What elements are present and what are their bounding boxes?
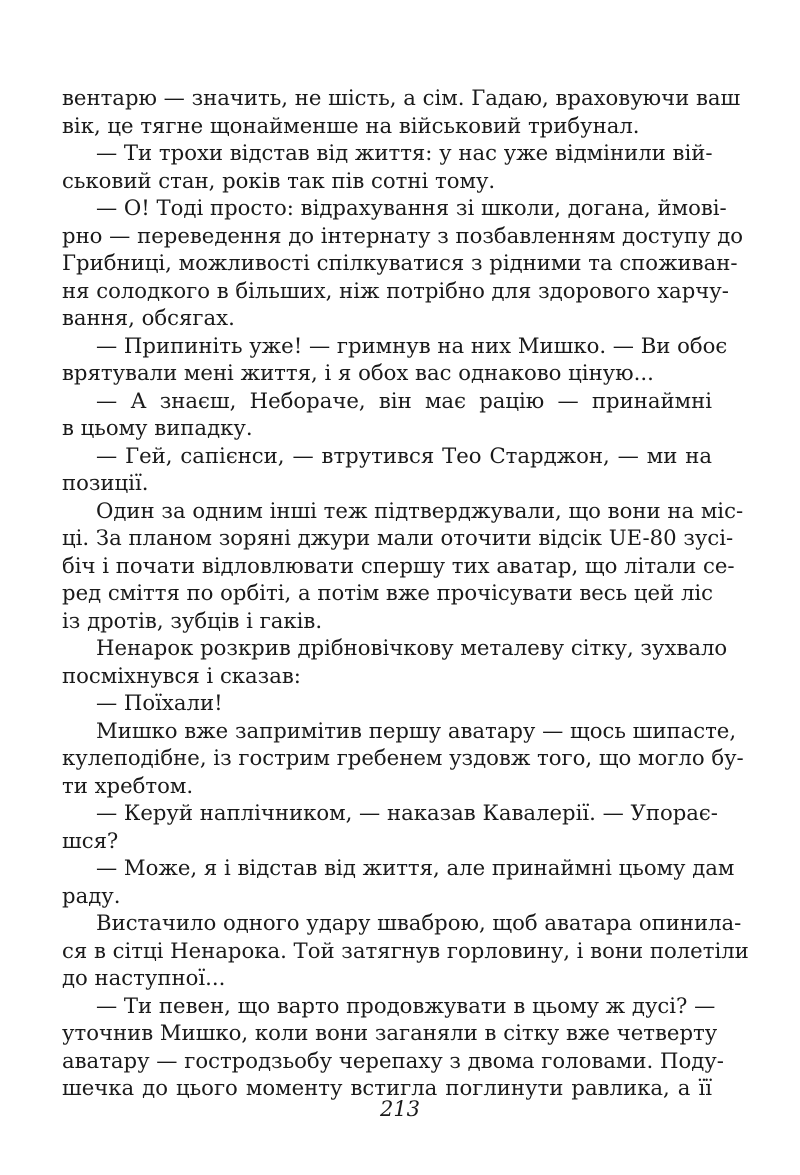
text-line: — Ти певен, що варто продовжувати в цьому ж дусі? —	[96, 992, 716, 1018]
text-line: позиції.	[62, 470, 149, 495]
text-line: Ненарок розкрив дрібновічкову металеву сітку, зухвало	[96, 635, 728, 660]
text-line: Мишко вже запримітив першу аватару — щось шипасте,	[96, 717, 737, 743]
text-line: Грибниці, можливості спілкуватися з рідними та споживан-	[62, 250, 738, 275]
text-line: кулеподібне, із гострим гребенем уздовж того, що могло бу-	[62, 745, 744, 770]
text-line: ред сміття по орбіті, а потім вже прочісувати весь цей ліс	[62, 580, 714, 605]
text-line: шечка до цього моменту встигла поглинути равлика, а її	[62, 1075, 712, 1100]
text-line: — А знаєш, Небораче, він має рацію — принаймні	[96, 387, 712, 413]
page-number: 213	[379, 1097, 421, 1121]
text-line: уточнив Мишко, коли вони заганяли в сітку вже четверту	[62, 1020, 718, 1045]
text-line: із дротів, зубців і гаків.	[62, 607, 323, 633]
text-line: — Ти трохи відстав від життя: у нас уже відмінили вій-	[96, 140, 713, 165]
text-line: посміхнувся і сказав:	[62, 662, 301, 688]
text-line: ці. За планом зоряні джури мали оточити відсік UE-80 зусі-	[62, 525, 734, 550]
text-line: рно — переведення до інтернату з позбавленням доступу до	[62, 222, 744, 248]
text-line: ня солодкого в більших, ніж потрібно для здорового харчу-	[62, 277, 729, 303]
text-line: — Може, я і відстав від життя, але принаймні цьому дам	[96, 855, 735, 880]
text-line: Один за одним інші теж підтверджували, що вони на міс-	[96, 497, 744, 523]
text-line: шся?	[62, 827, 119, 853]
text-line: ськовий стан, років так пів сотні тому.	[62, 167, 496, 193]
text-line: — Керуй наплічником, — наказав Кавалерії. — Упорає-	[96, 800, 718, 825]
text-line: — Припиніть уже! — гримнув на них Мишко. — Ви обоє	[96, 332, 728, 358]
text-line: вання, обсягах.	[62, 305, 235, 330]
text-line: раду.	[62, 882, 121, 908]
book-page-text	[62, 84, 749, 1102]
text-line: вік, це тягне щонайменше на військовий трибунал.	[62, 112, 640, 138]
text-line: в цьому випадку.	[62, 415, 253, 440]
text-line: ся в сітці Ненарока. Той затягнув горловину, і вони полетіли	[62, 937, 749, 963]
text-line: Вистачило одного удару шваброю, щоб аватара опинила-	[96, 910, 742, 935]
text-line: — Гей, сапієнси, — втрутився Тео Старджон, — ми на	[96, 442, 712, 468]
text-line: до наступної...	[62, 965, 226, 990]
text-line: аватару — гостродзьобу черепаху з двома головами. Поду-	[62, 1047, 724, 1073]
text-line: вентарю — значить, не шість, а сім. Гадаю, враховуючи ваш	[62, 85, 741, 110]
text-line: біч і почати відловлювати спершу тих аватар, що літали се-	[62, 552, 735, 578]
text-line: — О! Тоді просто: відрахування зі школи, догана, ймові-	[96, 195, 727, 220]
text-line: ти хребтом.	[62, 772, 194, 798]
text-line: — Поїхали!	[96, 690, 223, 715]
text-line: врятували мені життя, і я обох вас однаково ціную...	[62, 360, 654, 385]
